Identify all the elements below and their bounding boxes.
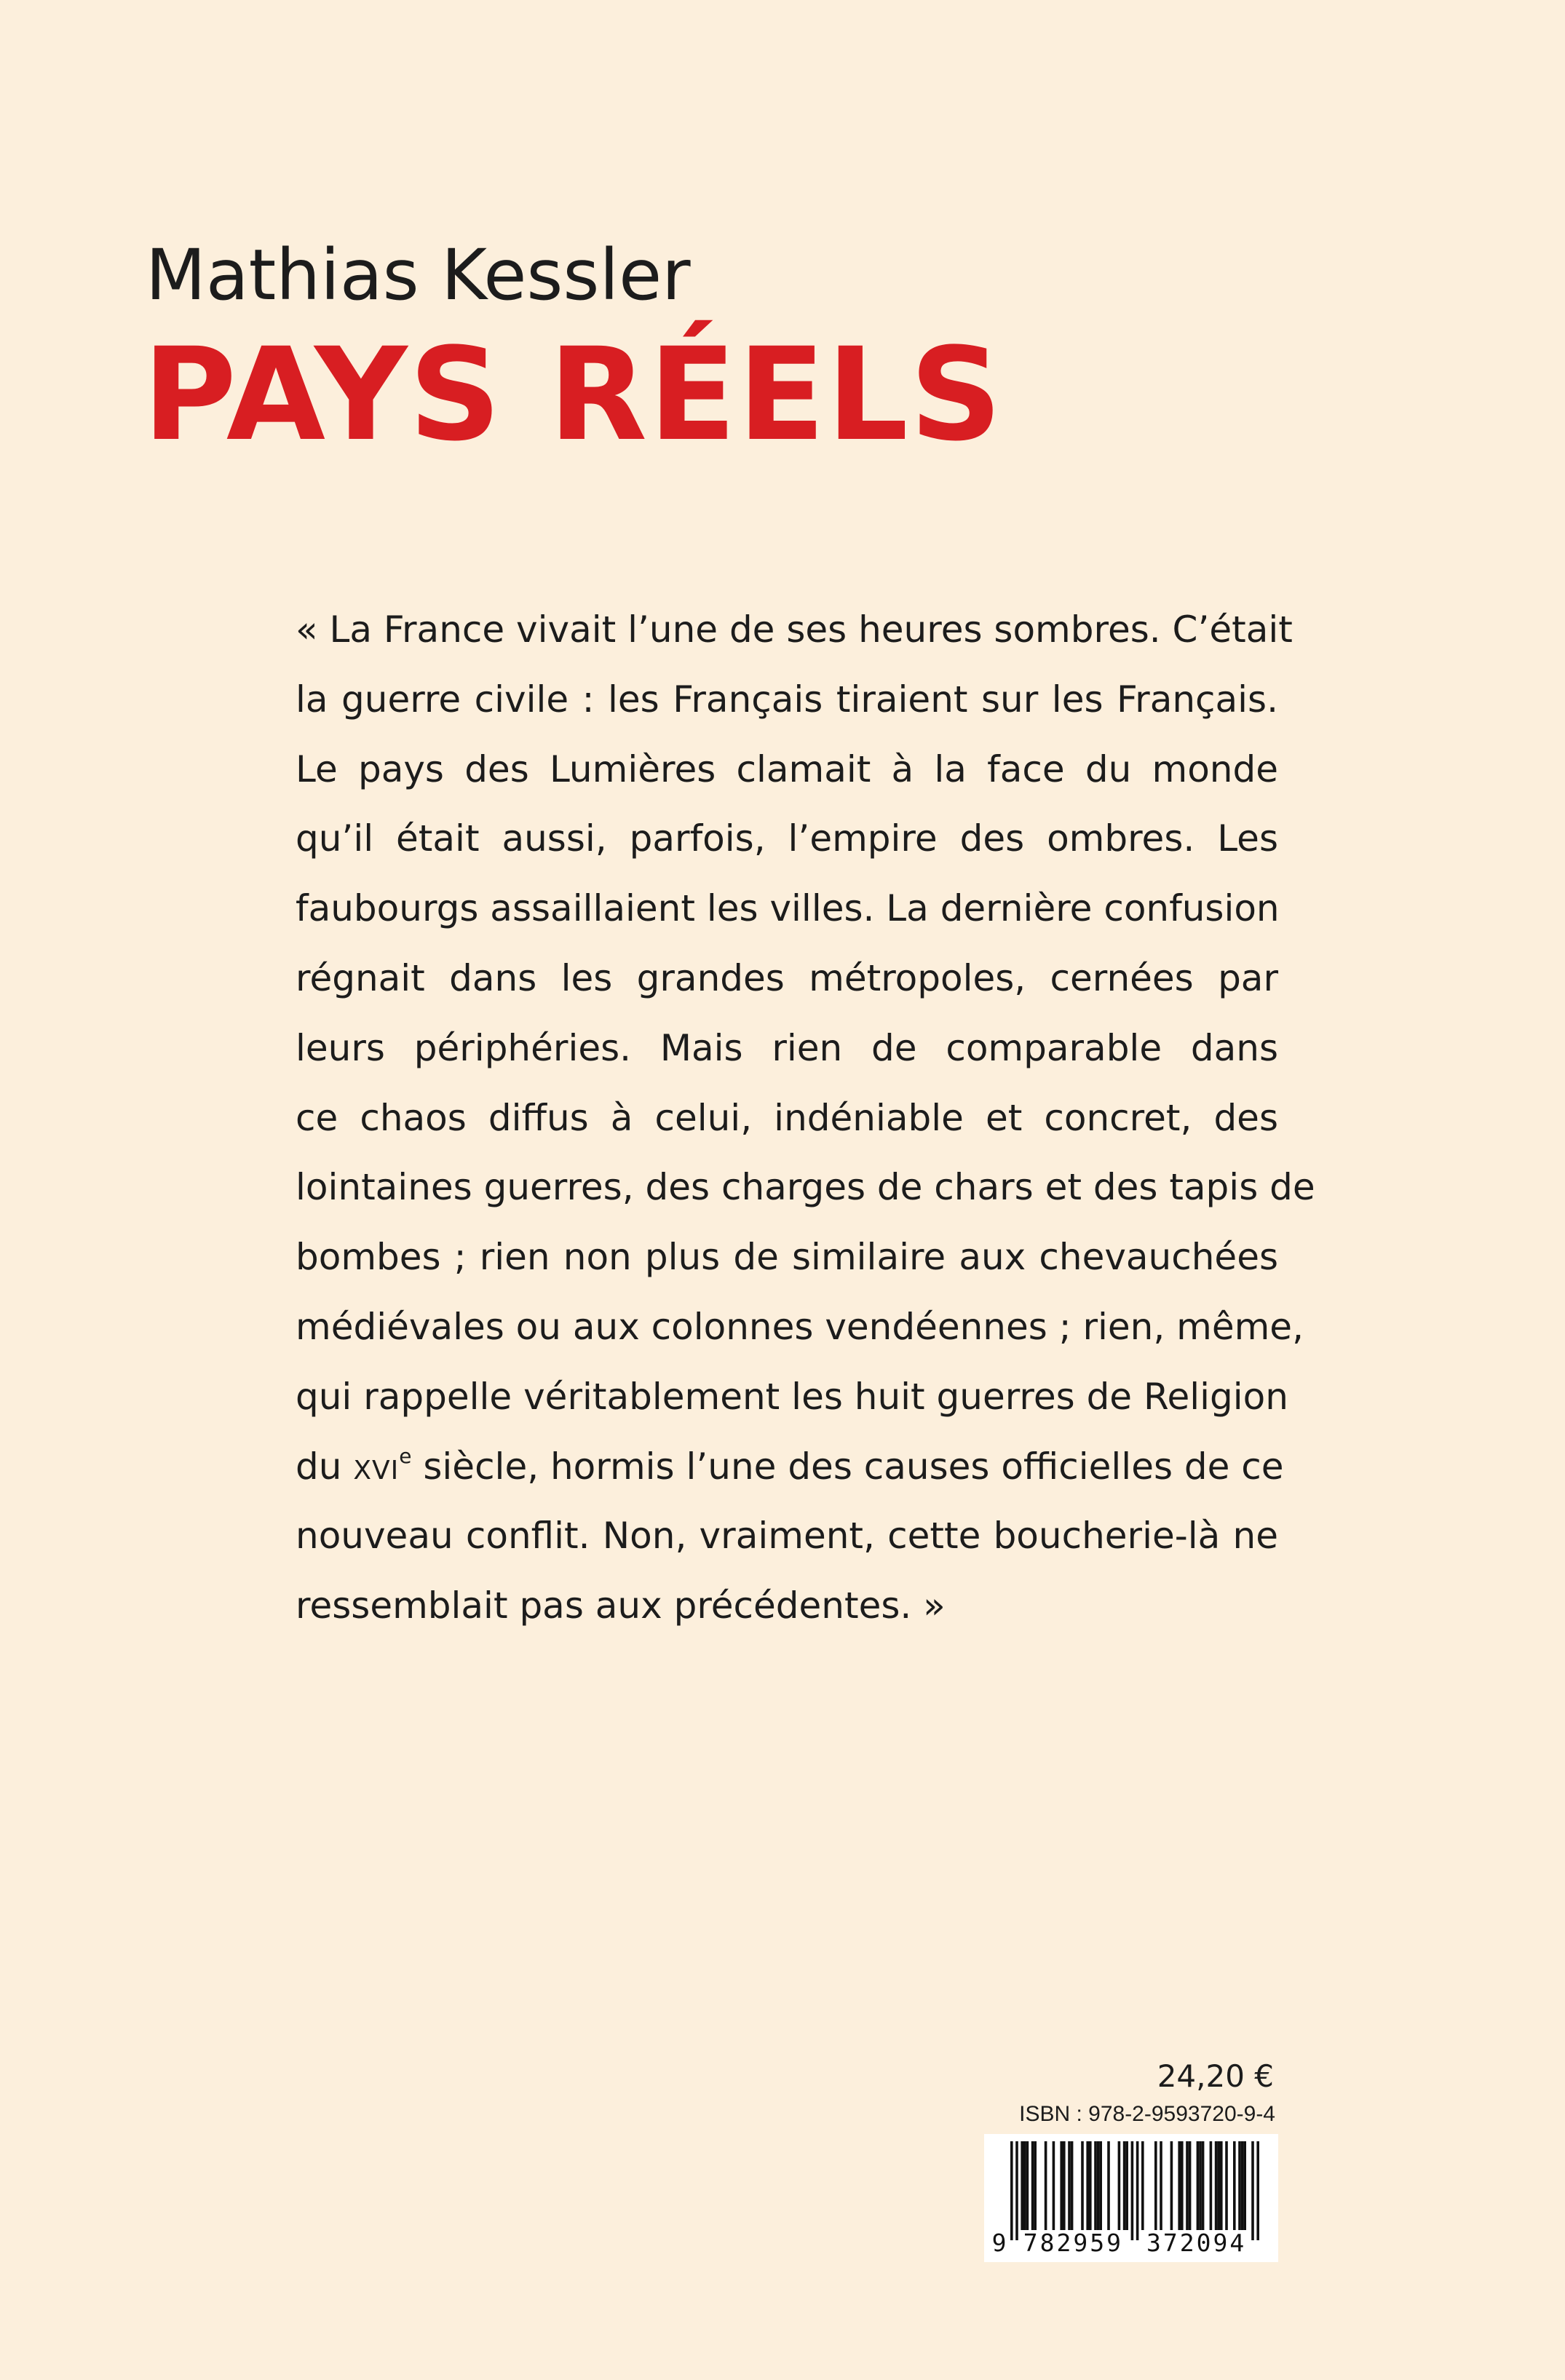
barcode-bar — [1136, 2141, 1139, 2240]
barcode-bar — [1181, 2141, 1184, 2230]
barcode-bar — [1063, 2141, 1066, 2230]
barcode-bar — [1034, 2141, 1037, 2230]
blurb-line: leurs périphéries. Mais rien de comparable dans — [296, 1026, 1278, 1069]
barcode-bar — [1053, 2141, 1055, 2230]
barcode-bar — [1251, 2141, 1254, 2240]
barcode-bar — [1107, 2141, 1110, 2230]
barcode-bar — [1186, 2141, 1189, 2230]
century-superscript: e — [399, 1443, 412, 1468]
blurb-line: régnait dans les grandes métropoles, cernées par — [296, 956, 1278, 999]
barcode-bar — [1215, 2141, 1218, 2230]
barcode-bar — [1094, 2141, 1097, 2230]
blurb-line: Le pays des Lumières clamait à la face du monde — [296, 747, 1278, 790]
barcode-bar — [1086, 2141, 1089, 2230]
barcode-bar — [1160, 2141, 1162, 2230]
barcode-bar — [1217, 2141, 1220, 2230]
barcode-digit-group: 782959 — [1023, 2229, 1123, 2257]
blurb-line-last: ressemblait pas aux précédentes. » — [296, 1584, 946, 1627]
barcode — [984, 2134, 1278, 2262]
price-label: 24,20 € — [1157, 2058, 1274, 2094]
barcode-bar — [1015, 2141, 1018, 2240]
barcode-bar — [1026, 2141, 1029, 2230]
barcode-bar — [1238, 2141, 1241, 2230]
barcode-bar — [1118, 2141, 1121, 2230]
barcode-bar — [1060, 2141, 1063, 2230]
barcode-bar — [1199, 2141, 1202, 2230]
century-rest: siècle, hormis l’une des causes officielles de ce — [411, 1445, 1284, 1488]
barcode-bar — [1045, 2141, 1047, 2230]
barcode-bar — [1010, 2141, 1013, 2240]
barcode-bar — [1170, 2141, 1173, 2230]
barcode-digit-group: 372094 — [1146, 2229, 1247, 2257]
barcode-bar — [1154, 2141, 1157, 2230]
barcode-bar — [1071, 2141, 1074, 2230]
barcode-bar — [1023, 2141, 1026, 2230]
blurb-line: ce chaos diffus à celui, indéniable et concret, des — [296, 1096, 1278, 1139]
barcode-bar — [1097, 2141, 1100, 2230]
barcode-bar — [1068, 2141, 1071, 2230]
barcode-bar — [1021, 2141, 1023, 2230]
barcode-digit-group: 9 — [991, 2229, 1009, 2257]
blurb-line: lointaines guerres, des charges de chars et des tapis de — [296, 1166, 1315, 1209]
blurb-line: qu’il était aussi, parfois, l’empire des ombres. Les — [296, 817, 1278, 860]
barcode-bar — [1220, 2141, 1223, 2230]
barcode-bar — [1225, 2141, 1228, 2230]
blurb-line: nouveau conflit. Non, vraiment, cette boucherie-là ne — [296, 1515, 1278, 1558]
author-name: Mathias Kessler — [146, 234, 691, 316]
barcode-bar — [1141, 2141, 1144, 2230]
blurb-line: « La France vivait l’une de ses heures sombres. C’était — [296, 608, 1293, 651]
blurb-line: qui rappelle véritablement les huit guerres de Religion — [296, 1375, 1288, 1418]
barcode-bar — [1081, 2141, 1084, 2230]
barcode-bar — [1178, 2141, 1181, 2230]
barcode-bar — [1210, 2141, 1213, 2230]
barcode-bar — [1031, 2141, 1034, 2230]
barcode-bar — [1241, 2141, 1244, 2230]
barcode-bar — [1197, 2141, 1200, 2230]
barcode-bar — [1243, 2141, 1246, 2230]
barcode-bar — [1089, 2141, 1092, 2230]
blurb-line-century — [296, 1432, 1284, 1502]
back-cover-blurb — [296, 595, 1315, 1641]
barcode-bar — [1202, 2141, 1205, 2230]
century-roman: XVI — [353, 1455, 400, 1485]
barcode-bar — [1189, 2141, 1192, 2230]
century-prefix: du — [296, 1445, 354, 1488]
blurb-line: faubourgs assaillaient les villes. La dernière confusion — [296, 887, 1280, 930]
blurb-line: médiévales ou aux colonnes vendéennes ; rien, même, — [296, 1305, 1304, 1348]
book-title: PAYS RÉELS — [143, 320, 1004, 469]
barcode-bar — [1123, 2141, 1126, 2230]
barcode-bar — [1233, 2141, 1236, 2230]
blurb-line: bombes ; rien non plus de similaire aux chevauchées — [296, 1236, 1278, 1279]
barcode-bar — [1099, 2141, 1102, 2230]
barcode-bar — [1125, 2141, 1128, 2230]
blurb-line: la guerre civile : les Français tiraient sur les Français. — [296, 678, 1278, 721]
barcode-bar — [1131, 2141, 1134, 2240]
barcode-bar — [1256, 2141, 1259, 2240]
isbn-label: ISBN : 978-2-9593720-9-4 — [1019, 2102, 1275, 2126]
